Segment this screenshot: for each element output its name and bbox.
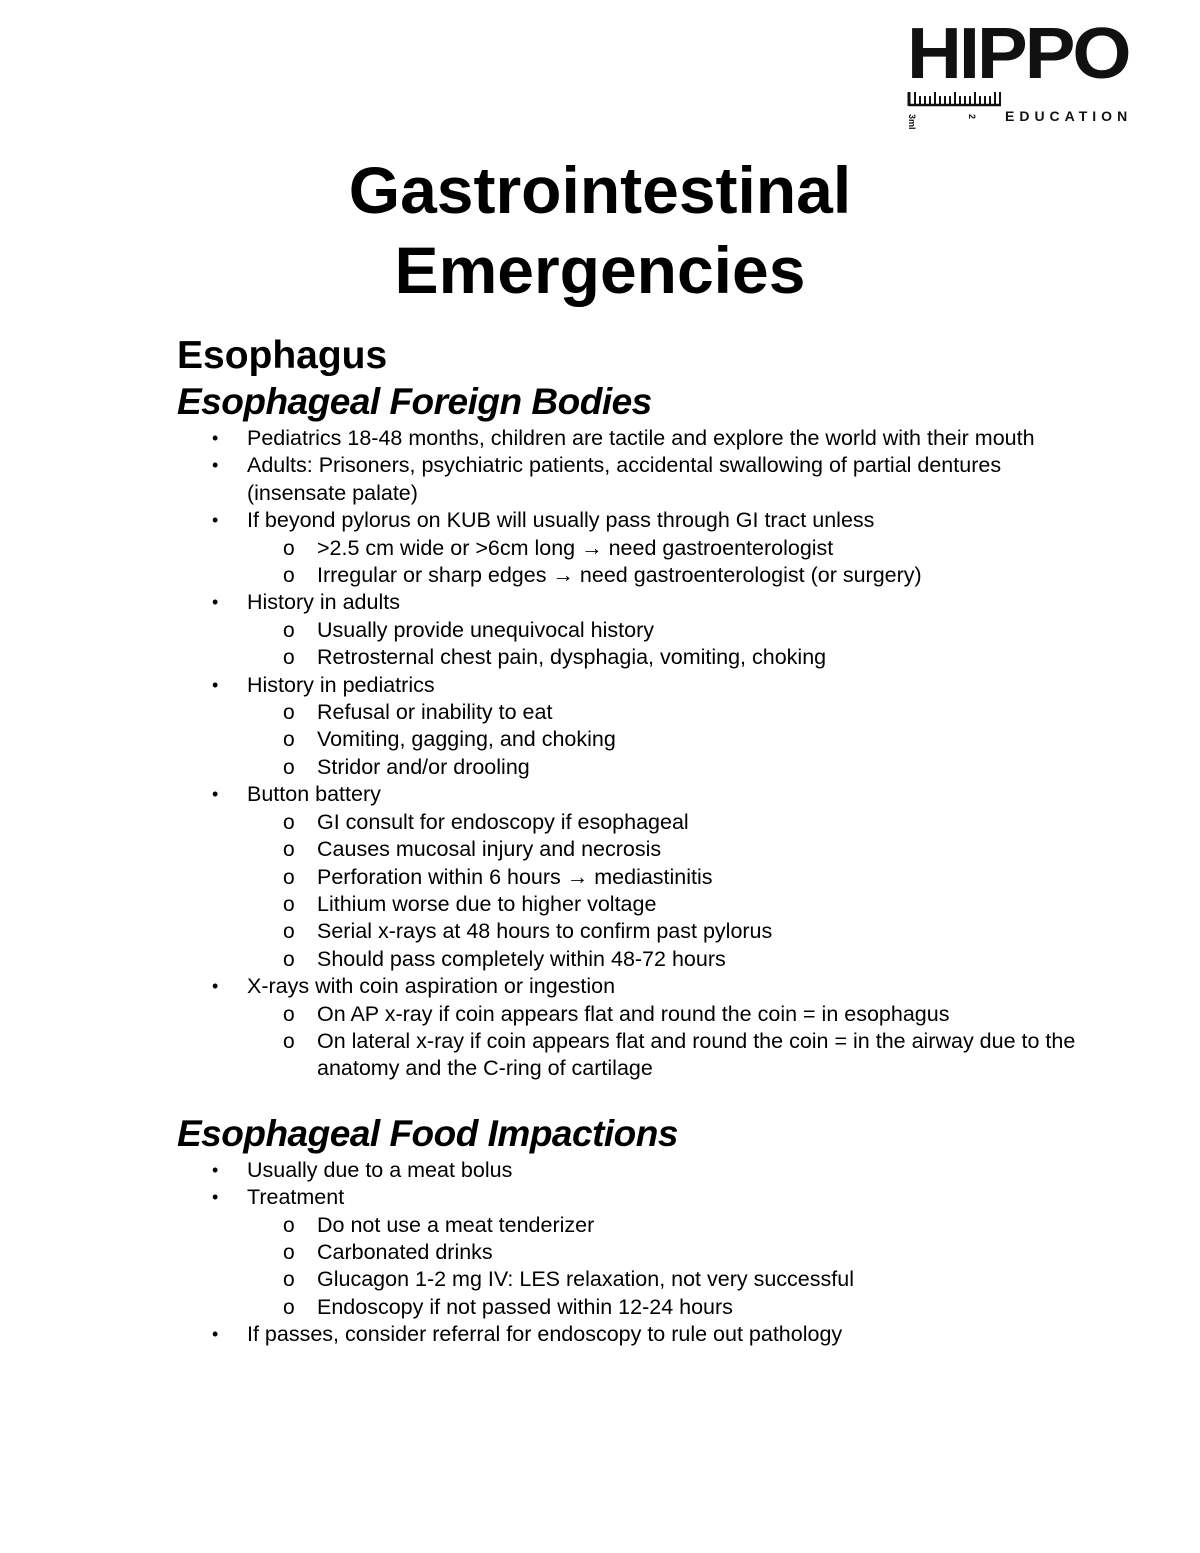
list-item — [177, 425, 1077, 452]
list-item-text: Pediatrics 18-48 months, children are tactile and explore the world with their mouth — [247, 426, 1035, 450]
title-line-1: Gastrointestinal — [348, 153, 852, 227]
sub-list — [247, 1001, 1077, 1083]
logo-wordmark: HIPPO — [907, 13, 1129, 94]
sub-list-item: o Do not use a meat tenderizer — [247, 1212, 1077, 1239]
sub-list-item: o On AP x-ray if coin appears flat and round the coin = in esophagus — [247, 1001, 1077, 1028]
sub-list-item: o Retrosternal chest pain, dysphagia, vomiting, choking — [247, 644, 1077, 671]
sub-list-item: o Serial x-rays at 48 hours to confirm past pylorus — [247, 918, 1077, 945]
list-item — [177, 781, 1077, 973]
list-item-text: Usually due to a meat bolus — [247, 1157, 513, 1182]
list-item-text: History in adults — [247, 590, 400, 615]
sub-list — [247, 699, 1077, 781]
list-item — [177, 452, 1077, 507]
sub-list-item: o Glucagon 1-2 mg IV: LES relaxation, not very successful — [247, 1266, 1077, 1293]
section-spacer — [177, 1083, 1077, 1111]
list-item — [177, 1184, 1077, 1321]
list-item-text: X-rays with coin aspiration or ingestion — [247, 974, 616, 999]
section-heading: Esophagus — [177, 334, 388, 377]
page-title — [0, 150, 1200, 310]
sub-list-item: o >2.5 cm wide or >6cm long → need gastroenterologist — [247, 535, 1077, 562]
sub-list-item: o Carbonated drinks — [247, 1239, 1077, 1266]
logo-subtitle: EDUCATION — [1005, 108, 1133, 124]
list-item — [177, 1321, 1077, 1348]
sub-list-item: o Perforation within 6 hours → mediastinitis — [247, 864, 1077, 891]
sub-list — [247, 1212, 1077, 1322]
sub-list-item: o Usually provide unequivocal history — [247, 617, 1077, 644]
ruler-icon — [905, 26, 1165, 144]
list-item-text: Button battery — [247, 782, 381, 807]
list-item-text: If beyond pylorus on KUB will usually pass through GI tract unless — [247, 508, 875, 533]
sub-list-item: o Irregular or sharp edges → need gastroenterologist (or surgery) — [247, 562, 1077, 589]
list-item — [177, 507, 1077, 589]
sub-list-item: o Causes mucosal injury and necrosis — [247, 836, 1077, 863]
subsection-heading: Esophageal Foreign Bodies — [177, 381, 652, 422]
list-item-text: If passes, consider referral for endoscopy to rule out pathology — [247, 1322, 843, 1347]
bullet-list — [177, 1157, 1077, 1349]
sub-list — [247, 809, 1077, 973]
logo-tick-right: 2 — [967, 114, 977, 120]
list-item — [177, 672, 1077, 782]
hippo-education-logo — [905, 13, 1165, 144]
sub-list-item: o Stridor and/or drooling — [247, 754, 1077, 781]
sub-list-item: o GI consult for endoscopy if esophageal — [247, 809, 1077, 836]
list-item-text: History in pediatrics — [247, 672, 435, 697]
subsection-heading: Esophageal Food Impactions — [177, 1112, 678, 1154]
list-item — [177, 1157, 1077, 1184]
title-line-2: Emergencies — [394, 233, 806, 307]
list-item-text: Adults: Prisoners, psychiatric patients, accidental swallowing of partial dentures (insensate palate) — [247, 453, 1002, 505]
sub-list — [247, 535, 1077, 590]
logo-tick-left: 3ml — [907, 114, 917, 130]
sub-list-item: o Vomiting, gagging, and choking — [247, 726, 1077, 753]
sub-list-item: o Refusal or inability to eat — [247, 699, 1077, 726]
sub-list-item: o Endoscopy if not passed within 12-24 hours — [247, 1294, 1077, 1321]
sub-list-item: o On lateral x-ray if coin appears flat and round the coin = in the airway due to the anatomy and the C-ring of cartilage — [247, 1028, 1077, 1083]
sub-list-item: o Lithium worse due to higher voltage — [247, 891, 1077, 918]
list-item — [177, 589, 1077, 671]
document-body — [177, 333, 1077, 1349]
list-item — [177, 973, 1077, 1083]
sub-list-item: o Should pass completely within 48-72 hours — [247, 946, 1077, 973]
bullet-list — [177, 425, 1077, 1083]
list-item-text: Treatment — [247, 1185, 345, 1210]
sub-list — [247, 617, 1077, 672]
